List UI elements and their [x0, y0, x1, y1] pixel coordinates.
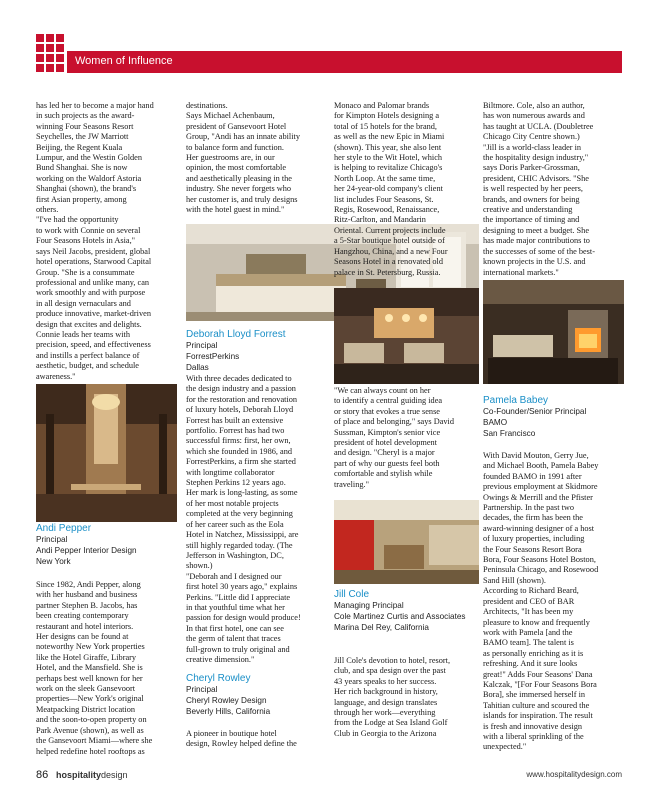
profile-firm: Cheryl Rowley Design [186, 696, 267, 706]
epic-miami-photo [334, 288, 479, 384]
profile-title: Principal [36, 535, 68, 545]
column-4 [483, 101, 628, 278]
column2-text-mid: With three decades dedicated to the design industry and a passion for the restoration and renovation of luxury hotels, Deborah Lloyd Forrest has built an extensive portfolio. Forrest has had two successful firms: first, her own, which she founded in 1986, and ForrestPerkins, a firm she started with longtime collaborator Stephen Perkins 12 years ago. Her mark is long-lasting, as some of her most notable projects completed at the very beginning of her career such as the Eola Hotel in Natchez, Mississippi, are still highly regarded today. (The Jefferson in Washington, DC, shown.) "Deborah and I designed our first hotel 30 years ago," explains Perkins. "Little did I appreciate in that youthful time what her passion for design would produce! In that first hotel, one can see the germ of talent that traces full-grown to truly original and creative dimension." [186, 374, 301, 664]
profile-title: Principal [186, 685, 218, 695]
rosewood-sand-hill-photo [483, 280, 624, 384]
column-2 [186, 101, 331, 215]
profile-deborah-lloyd-forrest [186, 330, 331, 373]
profile-title: Managing Principal [334, 601, 404, 611]
profile-name: Andi Pepper [36, 523, 92, 534]
profile-firm: ForrestPerkins [186, 352, 240, 362]
doubletree-chicago-photo [334, 500, 479, 584]
publication-name [56, 770, 128, 780]
profile-name: Jill Cole [334, 589, 370, 600]
profile-location: San Francisco [483, 429, 536, 439]
column-2-mid [186, 374, 331, 665]
section-header [36, 34, 622, 78]
column3-text-top: Monaco and Palomar brands for Kimpton Hotels designing a total of 15 hotels for the brand, as well as the new Epic in Miami (shown). This year, she also lent her style to the Wit Hotel, which is helping to revitalize Chicago's North Loop. At the same time, her 24-year-old company's client list includes Four Seasons, St. Regis, Rosewood, Renaissance, Ritz-Carlton, and Mandarin Oriental. Current projects include a 5-Star boutique hotel outside of Hangzhou, China, and a new Four Seasons Hotel in a renovated old palace in St. Petersburg, Russia. [334, 101, 448, 277]
website-url[interactable]: www.hospitalitydesign.com [526, 770, 622, 779]
column-1 [36, 101, 181, 382]
waldorf-astoria-shanghai-photo [36, 384, 177, 522]
section-title: Women of Influence [75, 55, 173, 67]
column-3-mid [334, 386, 479, 490]
profile-firm: Cole Martinez Curtis and Associates [334, 612, 466, 622]
publication-name-part1: hospitality [56, 770, 102, 780]
column4-text-bottom: With David Mouton, Gerry Jue, and Michael Booth, Pamela Babey founded BAMO in 1991 after previous employment at Skidmore Owings & Merrill and the Pfister Partnership. In the past two decades, the firm has been the award-winning designer of a host of luxury properties, including the Four Seasons Resort Bora Bora, Four Seasons Hotel Boston, Peninsula Chicago, and Rosewood Sand Hill (shown). According to Richard Beard, president and CEO of BAR Architects, "It has been my pleasure to know and frequently work with Pamela [and the BAMO team]. The talent is as personally enriching as it is refreshing. And it sure looks great!" Adds Four Seasons' Dana Kalczak, "[For Four Seasons Bora Bora], she immersed herself in Tahitian culture and scoured the islands for inspiration. The result is fresh and innovative design with a liberal sprinkling of the unexpected." [483, 451, 599, 752]
column-2-bottom [186, 729, 331, 750]
column-3 [334, 101, 479, 278]
column4-text-top: Biltmore. Cole, also an author, has won numerous awards and has taught at UCLA. (Doubletree Chicago City Centre shown.) "Jill is a world-class leader in the hospitality design industry," says Doris Parker-Grossman, president, CHIC Advisors. "She is well respected by her peers, brands, and owners for being creative and understanding the importance of timing and designing to meet a budget. She has made major contributions to the successes of some of the best- known projects in the U.S. and international markets." [483, 101, 595, 277]
profile-pamela-babey [483, 396, 628, 439]
column2-text-top: destinations. Says Michael Achenbaum, president of Gansevoort Hotel Group, "Andi has an innate ability to balance form and function. Her guestrooms are, in our opinion, the most comfortable and aesthetically pleasing in the industry. She never forgets who her customer is, and truly designs with the hotel guest in mind." [186, 101, 300, 215]
column2-text-bottom: A pioneer in boutique hotel design, Rowley helped define the [186, 729, 297, 749]
page-number: 86 [36, 769, 49, 781]
profile-location: Beverly Hills, California [186, 707, 271, 717]
column-3-bottom [334, 656, 479, 739]
profile-jill-cole [334, 590, 479, 633]
column1-text-top: has led her to become a major hand in such projects as the award- winning Four Seasons Resort Seychelles, the JW Marriott Beijing, the Regent Kuala Lumpur, and the Westin Golden Bund Shanghai. She is now working on the Waldorf Astoria Shanghai (shown), the brand's first Asian property, among others. "I've had the opportunity to work with Connie on several Four Seasons Hotels in Asia," says Neil Jacobs, president, global hotel operations, Starwood Capital Group. "She is a consummate professional and unlike many, can work smoothly and with purpose in all design vernaculars and produce innovative, market-driven design that excites and delights. Connie leads her teams with precision, speed, and effectiveness and instills a perfect balance of aesthetic, budget, and schedule awareness." [36, 101, 154, 381]
column3-text-bottom: Jill Cole's devotion to hotel, resort, club, and spa design over the past 43 years speaks to her success. Her rich background in history, language, and design translates through her work—everything from the Lodge at Sea Island Golf Club in Georgia to the Arizona [334, 656, 451, 738]
profile-title: Principal [186, 341, 218, 351]
column-4-bottom [483, 451, 628, 753]
column3-text-mid: "We can always count on her to identify a central guiding idea or story that evokes a true sense of place and belonging," says David Sussman, Kimpton's senior vice president of hotel development and design. "Cheryl is a major part of why our guests feel both comfortable and stylish while traveling." [334, 386, 454, 489]
section-title-bar [67, 51, 622, 73]
profile-location: Dallas [186, 363, 209, 373]
publication-name-part2: design [101, 770, 128, 780]
profile-cheryl-rowley [186, 674, 331, 717]
profile-title: Co-Founder/Senior Principal [483, 407, 587, 417]
column1-text-bottom: Since 1982, Andi Pepper, along with her husband and business partner Stephen B. Jacobs, has been creating contemporary restaurant and hotel interiors. Her designs can be found at noteworthy New York properties like the Hotel Giraffe, Library Hotel, and the Mansfield. She is perhaps best well known for her work on the sleek Gansevoort properties—New York's original Meatpacking District location and the soon-to-open property on Park Avenue (shown), as well as the Gansevoort Miami—where she helped redefine hotel rooftops as [36, 580, 153, 756]
page-footer [36, 769, 622, 783]
profile-firm: Andi Pepper Interior Design [36, 546, 137, 556]
profile-name: Cheryl Rowley [186, 673, 251, 684]
profile-name: Deborah Lloyd Forrest [186, 329, 286, 340]
profile-location: New York [36, 557, 71, 567]
profile-firm: BAMO [483, 418, 508, 428]
profile-location: Marina Del Rey, California [334, 623, 429, 633]
profile-andi-pepper [36, 524, 181, 567]
profile-name: Pamela Babey [483, 395, 549, 406]
column-1-bottom [36, 580, 181, 757]
